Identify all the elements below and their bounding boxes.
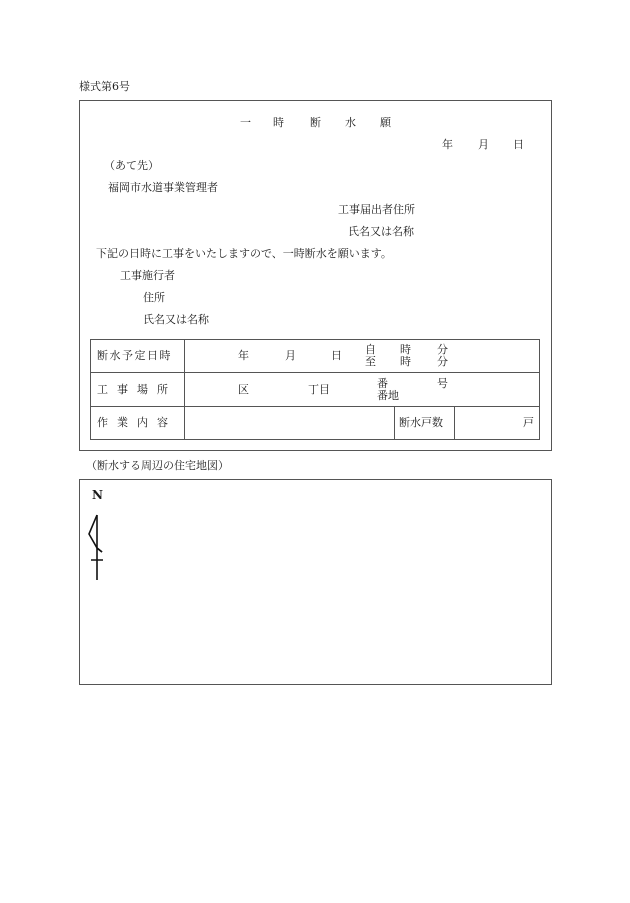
table-row-divider-1	[90, 372, 540, 373]
outage-month-unit: 月	[285, 349, 296, 362]
outage-from-hour: 時	[400, 343, 411, 356]
date-month-label: 月	[478, 138, 489, 151]
addressee-prefix: （あて先）	[104, 159, 159, 172]
title-char-3: 断	[310, 116, 321, 129]
site-ward-unit: 区	[238, 383, 249, 396]
date-year-label: 年	[442, 138, 453, 151]
addressee: 福岡市水道事業管理者	[108, 181, 218, 194]
scheduled-outage-label: 断水予定日時	[97, 349, 172, 362]
north-label: N	[92, 488, 103, 502]
table-count-divider-2	[454, 406, 455, 440]
outage-household-count-label: 断水戸数	[399, 416, 443, 429]
site-go-unit: 号	[437, 377, 448, 390]
outage-year-unit: 年	[238, 349, 249, 362]
outage-to-minute: 分	[437, 355, 448, 368]
outage-to-hour: 時	[400, 355, 411, 368]
contractor-heading: 工事施行者	[120, 269, 175, 282]
notifier-name-label: 氏名又は名称	[348, 225, 414, 238]
request-text: 下記の日時に工事をいたしますので、一時断水を願います。	[96, 247, 392, 260]
site-ban-unit: 番	[377, 377, 388, 390]
notifier-address-label: 工事届出者住所	[338, 203, 415, 216]
outage-to-label: 至	[365, 355, 376, 368]
table-label-divider	[184, 339, 185, 440]
form-number: 様式第6号	[79, 80, 130, 93]
north-arrow-icon	[84, 512, 108, 584]
construction-site-label: 工事場所	[97, 383, 177, 396]
map-caption: （断水する周辺の住宅地図）	[86, 459, 229, 472]
outage-from-label: 自	[365, 343, 376, 356]
contractor-name-label: 氏名又は名称	[143, 313, 209, 326]
contractor-address-label: 住所	[143, 291, 165, 304]
table-count-divider-1	[394, 406, 395, 440]
household-unit: 戸	[523, 416, 534, 429]
work-content-label: 作業内容	[97, 416, 177, 429]
title-char-1: 一	[240, 116, 251, 129]
title-char-4: 水	[345, 116, 356, 129]
table-row-divider-2	[90, 406, 540, 407]
title-char-5: 願	[380, 116, 391, 129]
date-day-label: 日	[513, 138, 524, 151]
site-chome-unit: 丁目	[308, 383, 330, 396]
outage-from-minute: 分	[437, 343, 448, 356]
title-char-2: 時	[273, 116, 284, 129]
residential-map-frame	[79, 479, 552, 685]
outage-day-unit: 日	[331, 349, 342, 362]
site-banchi-unit: 番地	[377, 389, 399, 402]
